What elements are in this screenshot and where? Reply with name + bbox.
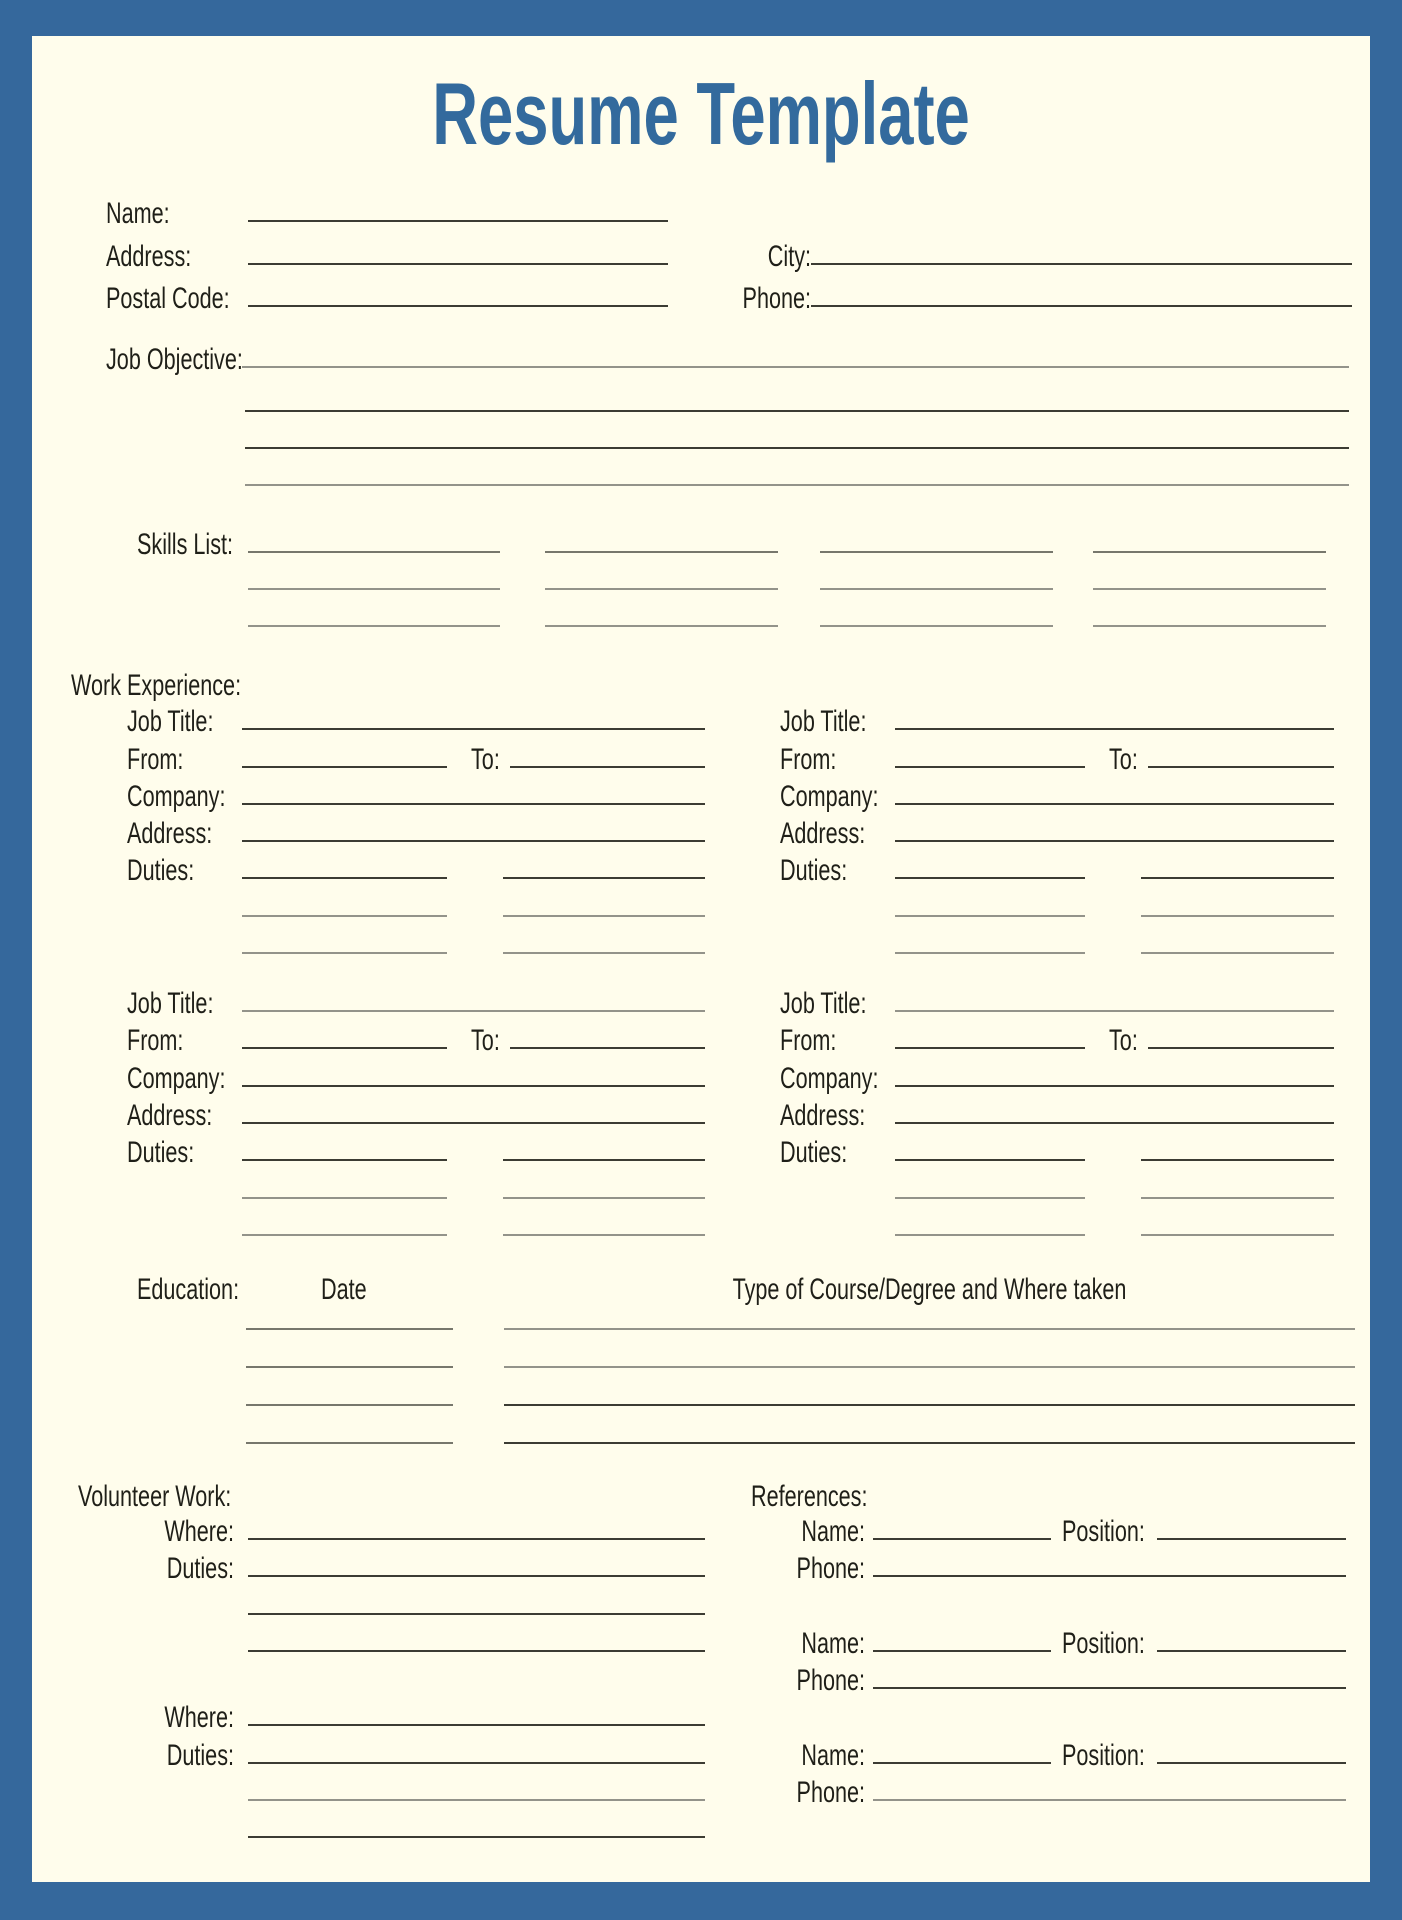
skills-row <box>137 513 1326 561</box>
skills-row <box>248 550 1326 590</box>
blank-line <box>248 625 500 627</box>
reference-name-row <box>751 1724 1346 1772</box>
volunteer-duties-row <box>78 1537 705 1585</box>
duties-label: Duties: <box>127 853 195 887</box>
address-row <box>780 802 1334 850</box>
page-title: Resume Template <box>432 64 970 163</box>
address-city-row <box>106 225 1352 273</box>
duties-label: Duties: <box>127 1135 195 1169</box>
volunteer-heading: Volunteer Work: <box>78 1480 232 1513</box>
job-title-row <box>127 690 705 738</box>
job-title-row <box>127 972 705 1020</box>
from-label: From: <box>780 1023 837 1057</box>
job-title-row <box>780 972 1334 1020</box>
job-objective-line <box>245 409 1349 449</box>
education-row <box>246 1328 1355 1368</box>
company-label: Company: <box>780 1061 879 1095</box>
blank-line <box>873 1575 1346 1577</box>
volunteer-cont-row <box>248 1798 705 1838</box>
duties-row <box>127 1121 705 1169</box>
job-title-label: Job Title: <box>780 986 867 1020</box>
city-label: City: <box>767 239 811 273</box>
job-objective-line <box>245 372 1349 412</box>
address-label: Address: <box>780 1098 866 1132</box>
company-row <box>780 765 1334 813</box>
blank-line <box>242 366 1349 368</box>
reference-phone-row <box>751 1649 1346 1697</box>
volunteer-cont-row <box>248 1761 705 1801</box>
duties-label: Duties: <box>166 1738 234 1772</box>
job-objective-label: Job Objective: <box>106 342 243 376</box>
position-label: Position: <box>1062 1626 1145 1660</box>
duties-label: Duties: <box>780 853 848 887</box>
from-to-row <box>780 728 1334 776</box>
blank-line <box>873 1687 1346 1689</box>
address-label: Address: <box>780 816 866 850</box>
duties-row <box>127 839 705 887</box>
blank-line <box>248 305 668 307</box>
postal-phone-row <box>106 267 1352 315</box>
address-label: Address: <box>127 1098 213 1132</box>
blank-line <box>545 625 778 627</box>
skills-row <box>248 587 1326 627</box>
duties-cont-row <box>242 1159 705 1199</box>
blank-line <box>811 305 1352 307</box>
blank-line <box>503 952 705 954</box>
from-label: From: <box>780 742 837 776</box>
volunteer-where-row <box>78 1686 705 1734</box>
volunteer-cont-row <box>248 1575 705 1615</box>
job-title-label: Job Title: <box>780 704 867 738</box>
reference-name-row <box>751 1500 1346 1548</box>
blank-line <box>1141 1234 1334 1236</box>
blank-line <box>1093 625 1326 627</box>
blank-line <box>895 952 1085 954</box>
job-title-label: Job Title: <box>127 986 214 1020</box>
name-label: Name: <box>801 1626 865 1660</box>
page-body <box>32 36 1370 1882</box>
where-label: Where: <box>164 1514 234 1548</box>
work-experience-heading: Work Experience: <box>71 669 242 702</box>
name-label: Name: <box>801 1514 865 1548</box>
duties-label: Duties: <box>780 1135 848 1169</box>
company-label: Company: <box>780 779 879 813</box>
name-label: Name: <box>801 1738 865 1772</box>
company-row <box>780 1047 1334 1095</box>
duties-row <box>780 839 1334 887</box>
phone-label: Phone: <box>742 281 811 315</box>
where-label: Where: <box>164 1700 234 1734</box>
references-heading: References: <box>751 1480 868 1513</box>
from-to-row <box>780 1009 1334 1057</box>
phone-label: Phone: <box>796 1775 865 1809</box>
from-to-row <box>127 728 705 776</box>
address-row <box>127 802 705 850</box>
company-row <box>127 765 705 813</box>
duties-cont-row <box>895 914 1334 954</box>
volunteer-where-row <box>78 1500 705 1548</box>
to-label: To: <box>1109 1023 1138 1057</box>
job-objective-line <box>245 446 1349 486</box>
duties-cont-row <box>895 877 1334 917</box>
volunteer-cont-row <box>248 1612 705 1652</box>
address-row <box>780 1084 1334 1132</box>
position-label: Position: <box>1062 1514 1145 1548</box>
blank-line <box>1141 952 1334 954</box>
phone-label: Phone: <box>796 1551 865 1585</box>
education-heading: Education: <box>137 1273 240 1306</box>
blank-line <box>242 952 447 954</box>
duties-cont-row <box>242 1196 705 1236</box>
from-label: From: <box>127 742 184 776</box>
reference-phone-row <box>751 1761 1346 1809</box>
company-row <box>127 1047 705 1095</box>
blank-line <box>248 1836 705 1838</box>
address-label: Address: <box>127 816 213 850</box>
phone-label: Phone: <box>796 1663 865 1697</box>
blank-line <box>811 263 1352 265</box>
blank-line <box>504 1442 1355 1444</box>
skills-list-label: Skills List: <box>137 527 234 561</box>
duties-cont-row <box>242 914 705 954</box>
from-label: From: <box>127 1023 184 1057</box>
reference-phone-row <box>751 1537 1346 1585</box>
job-objective-row <box>106 328 1349 376</box>
blank-line <box>248 1650 705 1652</box>
duties-row <box>780 1121 1334 1169</box>
name-label: Name: <box>106 196 170 230</box>
from-to-row <box>127 1009 705 1057</box>
education-date-header: Date <box>321 1273 367 1306</box>
duties-cont-row <box>895 1196 1334 1236</box>
reference-name-row <box>751 1612 1346 1660</box>
job-title-row <box>780 690 1334 738</box>
address-row <box>127 1084 705 1132</box>
education-row <box>246 1366 1355 1406</box>
blank-line <box>503 1234 705 1236</box>
name-row <box>106 182 668 230</box>
blank-line <box>248 263 668 265</box>
blank-line <box>248 220 668 222</box>
position-label: Position: <box>1062 1738 1145 1772</box>
to-label: To: <box>471 742 500 776</box>
to-label: To: <box>1109 742 1138 776</box>
education-row <box>246 1404 1355 1444</box>
blank-line <box>242 1234 447 1236</box>
address-label: Address: <box>106 239 192 273</box>
company-label: Company: <box>127 779 226 813</box>
volunteer-duties-row <box>78 1724 705 1772</box>
duties-cont-row <box>242 877 705 917</box>
to-label: To: <box>471 1023 500 1057</box>
education-row <box>246 1290 1355 1330</box>
education-course-header: Type of Course/Degree and Where taken <box>732 1273 1127 1306</box>
blank-line <box>820 625 1053 627</box>
duties-cont-row <box>895 1159 1334 1199</box>
blank-line <box>873 1799 1346 1801</box>
postal-code-label: Postal Code: <box>106 281 230 315</box>
blank-line <box>895 1234 1085 1236</box>
duties-label: Duties: <box>166 1551 234 1585</box>
blank-line <box>246 1442 453 1444</box>
blank-line <box>245 484 1349 486</box>
company-label: Company: <box>127 1061 226 1095</box>
job-title-label: Job Title: <box>127 704 214 738</box>
